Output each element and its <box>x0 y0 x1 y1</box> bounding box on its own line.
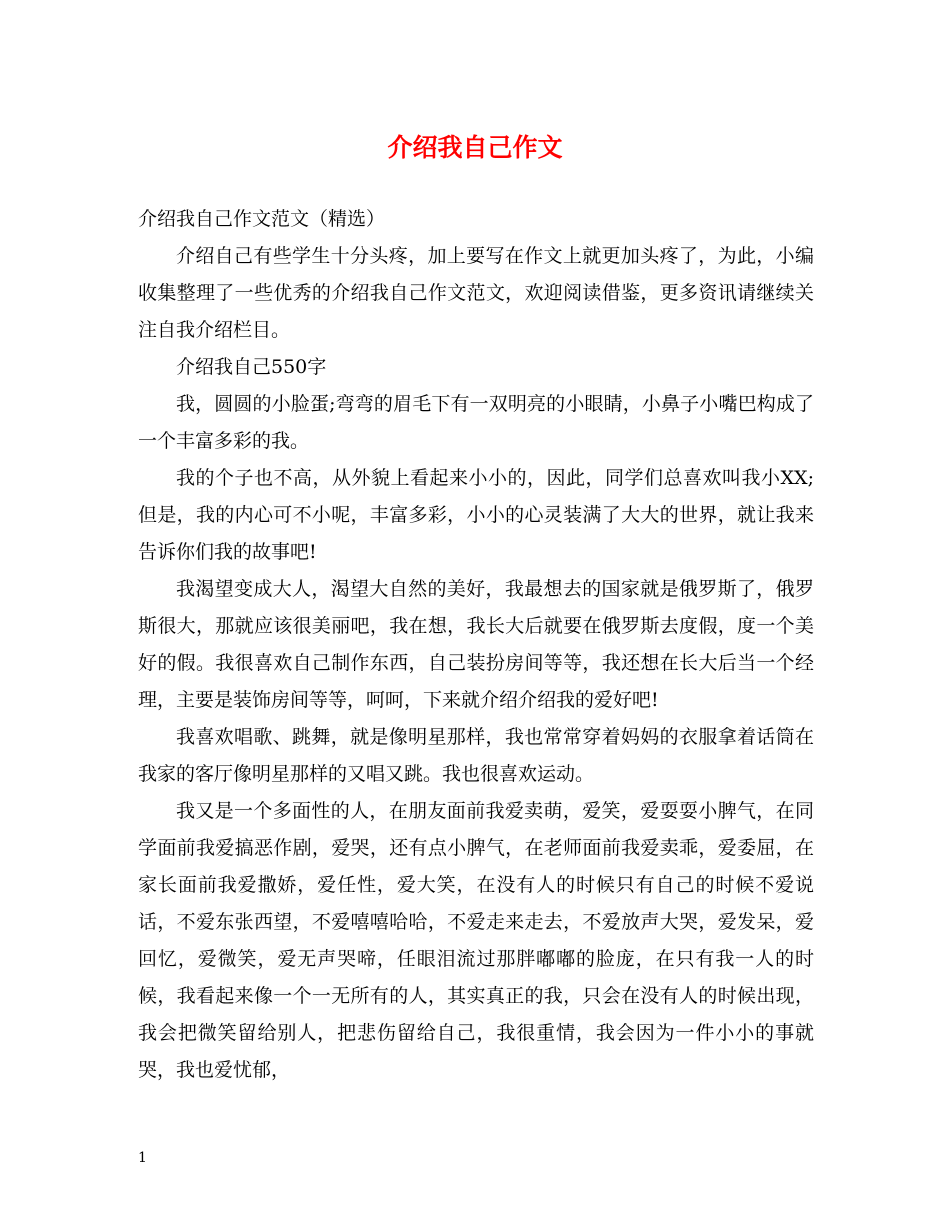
paragraph: 介绍自己有些学生十分头疼，加上要写在作文上就更加头疼了，为此，小编收集整理了一些优秀的介绍我自己作文范文，欢迎阅读借鉴，更多资讯请继续关注自我介绍栏目。 <box>138 245 814 341</box>
page-number: 1 <box>138 1150 147 1166</box>
paragraph: 我又是一个多面性的人，在朋友面前我爱卖萌，爱笑，爱耍耍小脾气，在同学面前我爱搞恶作剧，爱哭，还有点小脾气，在老师面前我爱卖乖，爱委屈，在家长面前我爱撒娇，爱任性，爱大笑，在没有人的时候只有自己的时候不爱说话，不爱东张西望，不爱嘻嘻哈哈，不爱走来走去，不爱放声大哭，爱发呆，爱回忆，爱微笑，爱无声哭啼，任眼泪流过那胖嘟嘟的脸庞，在只有我一人的时候，我看起来像一个一无所有的人，其实真正的我，只会在没有人的时候出现，我会把微笑留给别人，把悲伤留给自己，我很重情，我会因为一件小小的事就哭，我也爱忧郁， <box>138 800 814 1081</box>
paragraph: 我的个子也不高，从外貌上看起来小小的，因此，同学们总喜欢叫我小XX;但是，我的内心可不小呢，丰富多彩，小小的心灵装满了大大的世界，就让我来告诉你们我的故事吧! <box>138 467 814 563</box>
paragraph-section-heading: 介绍我自己550字 <box>176 356 327 378</box>
document-title: 介绍我自己作文 <box>387 133 563 162</box>
paragraph: 我，圆圆的小脸蛋;弯弯的眉毛下有一双明亮的小眼睛，小鼻子小嘴巴构成了一个丰富多彩的我。 <box>138 393 814 452</box>
paragraph: 我渴望变成大人，渴望大自然的美好，我最想去的国家就是俄罗斯了，俄罗斯很大，那就应该很美丽吧，我在想，我长大后就要在俄罗斯去度假，度一个美好的假。我很喜欢自己制作东西，自己装扮房间等等，我还想在长大后当一个经理，主要是装饰房间等等，呵呵，下来就介绍介绍我的爱好吧! <box>138 578 814 711</box>
paragraph: 我喜欢唱歌、跳舞，就是像明星那样，我也常常穿着妈妈的衣服拿着话筒在我家的客厅像明星那样的又唱又跳。我也很喜欢运动。 <box>138 726 814 785</box>
document-body <box>138 201 814 1089</box>
paragraph-subtitle: 介绍我自己作文范文（精选） <box>138 208 386 230</box>
